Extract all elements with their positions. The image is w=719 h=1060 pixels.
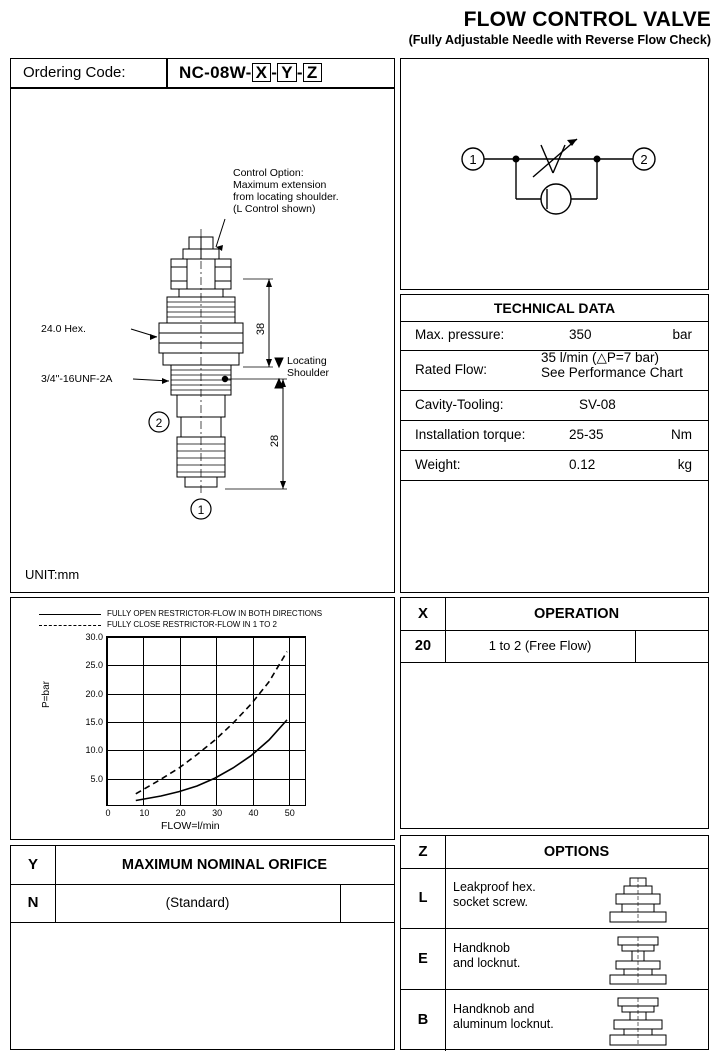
handknob-and-locknut-icon xyxy=(596,933,686,987)
table-row xyxy=(401,351,708,391)
operation-table-letter: X xyxy=(401,598,446,630)
table-row xyxy=(401,451,708,481)
annotation-control-option: Control Option: Maximum extension from locating shoulder. (L Control shown) xyxy=(233,167,339,215)
orifice-row-code: N xyxy=(11,884,56,922)
hydraulic-schematic-box xyxy=(400,58,709,290)
tech-value-max-pressure: 350 xyxy=(569,327,592,342)
dim-38-text: 38 xyxy=(255,322,267,336)
legend-swatch-solid xyxy=(39,614,101,615)
tech-label-cavity: Cavity-Tooling: xyxy=(415,397,504,412)
table-row xyxy=(11,884,394,923)
tech-label-rated-flow: Rated Flow: xyxy=(415,362,488,377)
ytick-15: 15.0 xyxy=(85,716,103,727)
options-table-title: OPTIONS xyxy=(543,844,610,860)
ytick-5: 5.0 xyxy=(90,773,103,784)
tech-label-max-pressure: Max. pressure: xyxy=(415,327,505,342)
legend-label-close: FULLY CLOSE RESTRICTOR-FLOW IN 1 TO 2 xyxy=(107,620,277,629)
page-subtitle: (Fully Adjustable Needle with Reverse Flow Check) xyxy=(408,33,711,47)
table-row xyxy=(401,321,708,351)
tech-unit-torque: Nm xyxy=(671,427,692,442)
chart-y-axis-label: P=bar xyxy=(41,681,52,708)
option-row-desc-b: Handknob and aluminum locknut. xyxy=(453,1002,554,1031)
page-title: FLOW CONTROL VALVE xyxy=(463,8,711,31)
option-row-code-l: L xyxy=(401,868,446,928)
table-row xyxy=(401,421,708,451)
page-header xyxy=(0,8,719,48)
chart-plot-area xyxy=(85,632,306,818)
table-row xyxy=(401,929,708,990)
table-row xyxy=(401,391,708,421)
ordering-code-base: NC-08W- xyxy=(179,63,252,82)
ordering-code-z: Z xyxy=(303,63,322,82)
ytick-20: 20.0 xyxy=(85,688,103,699)
operation-row-code: 20 xyxy=(401,630,446,662)
options-table xyxy=(400,835,709,1050)
annotation-locating-shoulder: Locating Shoulder xyxy=(287,355,330,379)
tech-unit-max-pressure: bar xyxy=(672,327,692,342)
legend-label-open: FULLY OPEN RESTRICTOR-FLOW IN BOTH DIRECTIONS xyxy=(107,609,323,618)
orifice-row-desc: (Standard) xyxy=(55,884,341,922)
divider xyxy=(166,59,168,87)
ordering-code-dash1: - xyxy=(271,63,278,82)
ordering-code-x: X xyxy=(252,63,272,82)
table-row xyxy=(401,630,708,663)
port-2-label: 2 xyxy=(155,416,163,430)
leakproof-hex-socket-screw-icon xyxy=(596,872,686,926)
table-header-row xyxy=(11,846,394,885)
technical-data-box xyxy=(400,294,709,593)
schematic-port-1-label: 1 xyxy=(469,152,477,167)
table-header-row xyxy=(401,836,708,869)
annotation-hex-size: 24.0 Hex. xyxy=(41,323,86,335)
technical-data-title: TECHNICAL DATA xyxy=(401,295,708,322)
ordering-code-label: Ordering Code: xyxy=(23,64,126,81)
ordering-code-y: Y xyxy=(277,63,297,82)
tech-label-torque: Installation torque: xyxy=(415,427,526,442)
tech-unit-weight: kg xyxy=(677,457,692,472)
annotation-thread: 3/4"-16UNF-2A xyxy=(41,373,113,385)
performance-chart-box xyxy=(10,597,395,840)
tech-value-rated-flow: 35 l/min (△P=7 bar) See Performance Chart xyxy=(541,350,683,380)
tech-value-torque: 25-35 xyxy=(569,427,604,442)
table-row xyxy=(401,990,708,1051)
option-row-desc-l: Leakproof hex. socket screw. xyxy=(453,880,536,909)
ytick-25: 25.0 xyxy=(85,660,103,671)
dim-28-text: 28 xyxy=(269,434,281,448)
legend-swatch-dashed xyxy=(39,625,101,626)
option-row-desc-e: Handknob and locknut. xyxy=(453,941,521,970)
hydraulic-symbol xyxy=(401,59,707,288)
xtick-40: 40 xyxy=(248,808,259,818)
options-table-letter: Z xyxy=(401,836,446,868)
ytick-10: 10.0 xyxy=(85,745,103,756)
table-header-row xyxy=(401,598,708,631)
operation-row-desc: 1 to 2 (Free Flow) xyxy=(445,630,636,662)
maximum-nominal-orifice-table xyxy=(10,845,395,1050)
operation-table-title: OPERATION xyxy=(533,606,620,622)
xtick-10: 10 xyxy=(139,808,150,818)
tech-label-weight: Weight: xyxy=(415,457,461,472)
unit-label: UNIT:mm xyxy=(25,567,80,582)
xtick-0: 0 xyxy=(105,808,111,818)
xtick-50: 50 xyxy=(284,808,295,818)
handknob-and-aluminum-locknut-icon xyxy=(596,994,686,1048)
orifice-table-letter: Y xyxy=(11,846,56,884)
xtick-20: 20 xyxy=(175,808,186,818)
option-row-code-b: B xyxy=(401,990,446,1051)
option-row-code-e: E xyxy=(401,929,446,989)
ordering-code-box xyxy=(10,58,395,88)
table-row xyxy=(401,868,708,929)
port-1-label: 1 xyxy=(197,503,205,517)
chart-curves xyxy=(107,637,305,805)
tech-value-cavity: SV-08 xyxy=(579,397,616,412)
valve-cross-section-drawing xyxy=(11,89,394,592)
xtick-30: 30 xyxy=(212,808,223,818)
chart-x-axis-label: FLOW=l/min xyxy=(161,820,220,832)
ordering-code-dash2: - xyxy=(296,63,303,82)
orifice-table-title: MAXIMUM NOMINAL ORIFICE xyxy=(121,857,328,873)
ordering-code-value xyxy=(179,63,322,83)
tech-value-weight: 0.12 xyxy=(569,457,596,472)
valve-drawing-box xyxy=(10,88,395,593)
operation-table xyxy=(400,597,709,829)
ytick-30: 30.0 xyxy=(85,632,103,642)
schematic-port-2-label: 2 xyxy=(640,152,648,167)
